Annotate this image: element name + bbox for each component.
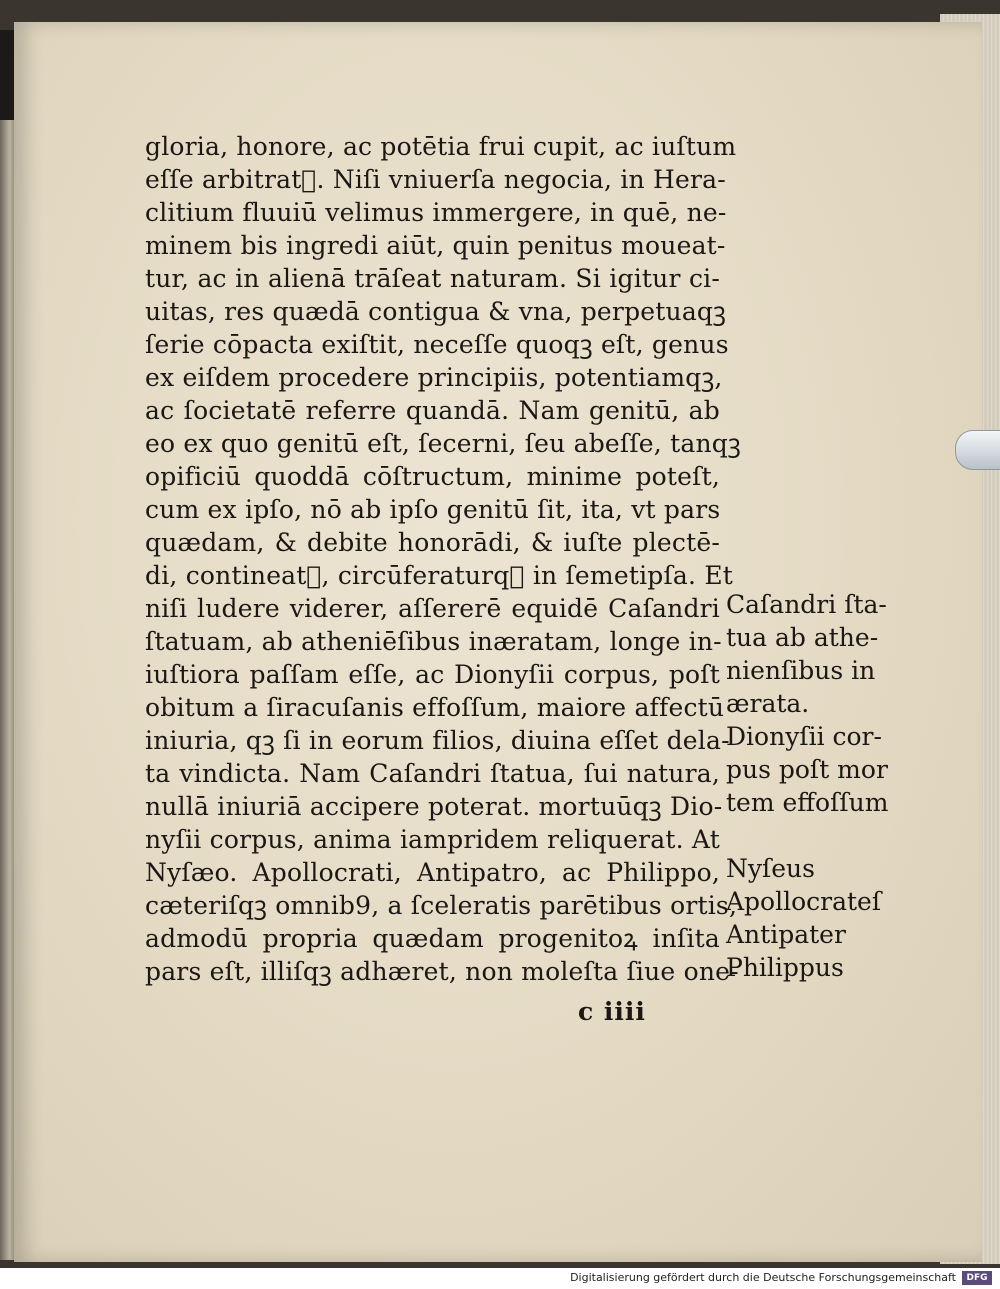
text-line: cæteriſqꝫ omnib9, a ſceleratis parētibus ortis, (145, 891, 738, 920)
text-line: iniuria, qꝫ ſi in eorum filios, diuina eſſet dela- (145, 726, 730, 755)
text-line: pars eſt, illiſqꝫ adhæret, non moleſta ſiue one- (145, 957, 739, 986)
text-line: admodū propria quædam progenitoꝝ inſita (145, 924, 720, 953)
marginal-notes (726, 588, 911, 1017)
page-clip (955, 430, 1000, 470)
marginal-note (726, 588, 911, 720)
text-line: gloria, honore, ac potētia frui cupit, ac iuſtum (145, 132, 737, 161)
text-line: nullā iniuriā accipere poterat. mortuūqꝫ Dio- (145, 792, 723, 821)
digitization-credit: Digitalisierung gefördert durch die Deutsche Forschungsgemeinschaft (570, 1271, 956, 1284)
text-line: di, contineat᷑, circūferaturqꝫ in ſemetipſa. Et (145, 561, 734, 590)
text-line: Nyſæo. Apollocrati, Antipatro, ac Philippo, (145, 858, 720, 887)
body-text-column (145, 130, 741, 988)
text-line: ta vindicta. Nam Caſandri ſtatua, ſui natura, (145, 759, 720, 788)
text-line: minem bis ingredi aiūt, quin penitus moueat- (145, 231, 726, 260)
text-line: ſerie cōpacta exiſtit, neceſſe quoqꝫ eſt, genus (145, 330, 729, 359)
signature-mark: c iiii (578, 997, 646, 1026)
marginal-note (726, 720, 911, 819)
text-line: quædam, & debite honorādi, & iuſte plectē- (145, 528, 720, 557)
marginal-note-line: Apollocrateſ (726, 887, 882, 916)
text-line: niſi ludere viderer, aſſererē equidē Caſandri (145, 594, 720, 623)
marginal-note-line: Philippus (726, 953, 844, 982)
marginal-note-line: Dionyſii cor- (726, 722, 882, 751)
text-line: ſtatuam, ab atheniēſibus inæratam, longe in- (145, 627, 722, 656)
text-line: ac ſocietatē referre quandā. Nam genitū, ab (145, 396, 720, 425)
marginal-note-line: tua ab athe- (726, 623, 879, 652)
marginal-note-line: Nyſeus (726, 854, 815, 883)
marginal-note-line: tem effoſſum (726, 788, 889, 817)
binding-shadow (0, 30, 14, 120)
text-line: cum ex ipſo, nō ab ipſo genitū ſit, ita, vt pars (145, 495, 721, 524)
marginal-note (726, 852, 911, 984)
text-line: nyſii corpus, anima iampridem reliquerat. At (145, 825, 720, 854)
text-line: tur, ac in alienā trāſeat naturam. Si igitur ci- (145, 264, 720, 293)
text-line: clitium fluuiū velimus immergere, in quē, ne- (145, 198, 727, 227)
text-line: iuſtiora paſſam eſſe, ac Dionyſii corpus, poſt (145, 660, 720, 689)
text-line: obitum a ſiracuſanis effoſſum, maiore affectū (145, 693, 725, 722)
dfg-logo: DFG (962, 1271, 992, 1285)
marginal-note-line: Caſandri ſta- (726, 590, 887, 619)
marginal-note-line: Antipater (726, 920, 846, 949)
text-line: ex eiſdem procedere principiis, potentiamqꝫ, (145, 363, 723, 392)
marginal-note-line: pus poſt mor (726, 755, 888, 784)
text-line: uitas, res quædā contigua & vna, perpetuaqꝫ (145, 297, 727, 326)
text-line: eſſe arbitrat᷑. Niſi vniuerſa negocia, in Hera- (145, 165, 726, 194)
marginal-note-line: ærata. (726, 689, 810, 718)
marginal-note-line: nienſibus in (726, 656, 876, 685)
show-through (894, 222, 984, 552)
credit-bar (0, 1268, 1000, 1289)
text-line: opificiū quoddā cōſtructum, minime poteſt, (145, 462, 720, 491)
text-line: eo ex quo genitū eſt, ſecerni, ſeu abeſſe, tanqꝫ (145, 429, 741, 458)
